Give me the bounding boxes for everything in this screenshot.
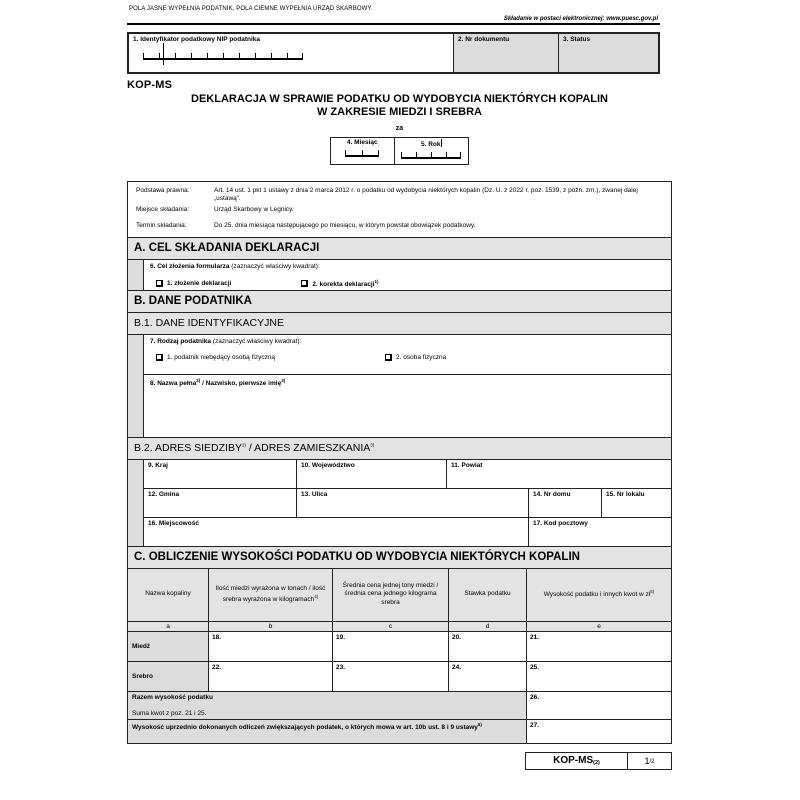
- taxpayer-type-field: [144, 335, 671, 375]
- col-header-cena: Średnia cena jednej tony miedzi / średnia cena jednego kilograma srebra: [332, 569, 448, 621]
- period-preposition: za: [395, 124, 404, 132]
- checkbox-niebedacy-osoba-fizyczna[interactable]: [156, 354, 163, 361]
- col-header-nazwa: Nazwa kopaliny: [145, 590, 191, 598]
- text-caret: [441, 139, 442, 147]
- nr-domu-field[interactable]: 14. Nr domu: [528, 489, 601, 517]
- letter-d: d: [448, 622, 526, 631]
- tax-calculation-table: [127, 568, 672, 744]
- legal-basis-label: Podstawa prawna:: [136, 186, 190, 194]
- status-label: 3. Status: [563, 36, 591, 43]
- razem-sub-label: Suma kwot z poz. 21 i 25.: [132, 709, 207, 717]
- footer-form-code: KOP-MS (2): [553, 755, 600, 767]
- row-label-miedz: Miedź: [128, 632, 208, 661]
- nip-field[interactable]: [129, 34, 453, 72]
- taxpayer-type-question: 7. Rodzaj podatnika (zaznaczyć właściwy kwadrat):: [150, 337, 302, 345]
- field-26[interactable]: 26.: [526, 692, 671, 719]
- legal-info-box: [127, 181, 672, 238]
- office-sliver: [128, 335, 144, 437]
- comb-tick: [255, 53, 271, 60]
- purpose-options: [156, 279, 671, 288]
- year-label: 5. Rok: [421, 140, 441, 148]
- document-number-label: 2. Nr dokumentu: [458, 36, 510, 43]
- identification-fields: [144, 335, 671, 437]
- month-comb-input[interactable]: [345, 150, 379, 157]
- purpose-field: [144, 260, 671, 290]
- full-name-field[interactable]: 8. Nazwa pełna$^{2)}$ / Nazwisko, pierwsze imię$^{3)}$: [150, 377, 286, 387]
- field-27[interactable]: 27.: [526, 720, 671, 743]
- filing-deadline-row: [136, 222, 663, 230]
- field-22[interactable]: 22.: [208, 662, 332, 691]
- filing-deadline-label: Termin składania:: [136, 222, 187, 230]
- powiat-field[interactable]: 11. Powiat: [446, 460, 671, 488]
- comb-tick: [431, 152, 446, 159]
- top-notes: [127, 5, 660, 22]
- top-rule: [127, 23, 660, 25]
- filing-place-label: Miejsce składania:: [136, 205, 190, 213]
- section-b1-body: [127, 334, 672, 438]
- razem-label: Razem wysokość podatku: [132, 693, 213, 701]
- electronic-filing-note: Składanie w postaci elektronicznej: www.puesc.gov.pl: [503, 16, 658, 22]
- month-label: 4. Miesiąc: [346, 138, 378, 146]
- comb-tick: [362, 150, 379, 157]
- status-field: [558, 34, 658, 72]
- office-sliver: [128, 260, 144, 290]
- miejscowosc-field[interactable]: 16. Miejscowość: [148, 519, 199, 527]
- section-b-header: B. DANE PODATNIKA: [127, 290, 672, 313]
- form-page: [127, 5, 672, 770]
- comb-tick: [159, 53, 175, 60]
- id-box: [127, 32, 660, 74]
- footer-page-number: 1 /2: [627, 753, 671, 769]
- field-18[interactable]: 18.: [208, 632, 332, 661]
- field-24[interactable]: 24.: [448, 662, 526, 691]
- month-field[interactable]: [331, 138, 394, 164]
- letter-e: e: [526, 622, 671, 631]
- comb-tick: [287, 53, 303, 60]
- col-header-ilosc: Ilość miedzi wyrażona w tonach / ilość srebra wyrażona w kilogramach$^{4)}$: [208, 569, 332, 621]
- text-caret: [163, 43, 164, 65]
- wojewodztwo-field[interactable]: 10. Województwo: [296, 460, 446, 488]
- kod-pocztowy-field[interactable]: 17. Kod pocztowy: [528, 518, 671, 546]
- letter-a: a: [166, 622, 170, 630]
- filing-place-row: [136, 206, 663, 214]
- section-c-header: C. OBLICZENIE WYSOKOŚCI PODATKU OD WYDOBYCIA NIEKTÓRYCH KOPALIN: [127, 546, 672, 569]
- col-header-wysokosc: Wysokość podatku i innych kwot w $zł^{5)}$: [526, 569, 671, 621]
- table-letters-row: [128, 621, 671, 631]
- form-code: KOP-MS: [127, 79, 173, 91]
- col-header-stawka: Stawka podatku: [448, 569, 526, 621]
- field-23[interactable]: 23.: [332, 662, 448, 691]
- page-footer-box: [525, 752, 672, 770]
- form-title-line1: DEKLARACJA W SPRAWIE PODATKU OD WYDOBYCIA NIEKTÓRYCH KOPALIN: [191, 93, 608, 105]
- comb-tick: [401, 152, 416, 159]
- gmina-field[interactable]: 12. Gmina: [148, 490, 180, 498]
- field-20[interactable]: 20.: [448, 632, 526, 661]
- form-title: [127, 93, 672, 119]
- odliczenia-label: Wysokość uprzednio dokonanych odliczeń zwiększających podatek, o których mowa w art. 10b ust. 8 i 9 ustawy$^{6)}$: [132, 721, 482, 731]
- comb-tick: [207, 53, 223, 60]
- form-title-line2: W ZAKRESIE MIEDZI I SREBRA: [316, 105, 482, 118]
- address-row-1: [144, 460, 671, 488]
- period-box: [330, 137, 469, 165]
- letter-c: c: [332, 622, 448, 631]
- letter-b: b: [208, 622, 332, 631]
- legal-basis-row: [136, 187, 663, 204]
- field-19[interactable]: 19.: [332, 632, 448, 661]
- address-grid: [144, 460, 671, 546]
- option-label-niebedacy: 1. podatnik niebędący osobą fizyczną: [167, 354, 276, 362]
- section-b2-header: B.2. ADRES SIEDZIBY$^{2)}$ / ADRES ZAMIESZKANIA$^{3)}$: [127, 437, 672, 460]
- filing-deadline-text: Do 25. dnia miesiąca następującego po miesiącu, w którym powstał obowiązek podatkowy.: [214, 222, 476, 230]
- table-row-razem: [128, 691, 671, 719]
- comb-tick: [191, 53, 207, 60]
- comb-tick: [446, 152, 461, 159]
- purpose-question: 6. Cel złożenia formularza (zaznaczyć właściwy kwadrat):: [150, 262, 320, 270]
- comb-tick: [175, 53, 191, 60]
- razem-label-cell: [128, 692, 526, 719]
- nip-comb-input[interactable]: [143, 53, 305, 60]
- checkbox-osoba-fizyczna[interactable]: [385, 354, 392, 361]
- comb-tick: [345, 150, 362, 157]
- taxpayer-type-options: [156, 354, 671, 361]
- address-row-2: [144, 488, 671, 517]
- section-a-body: [127, 259, 672, 291]
- year-comb-input[interactable]: [401, 152, 461, 159]
- document-number-field: [453, 34, 558, 72]
- checkbox-zlozenie-deklaracji[interactable]: [156, 280, 163, 287]
- table-row-miedz: [128, 631, 671, 661]
- nip-label: 1. Identyfikator podatkowy NIP podatnika: [133, 36, 261, 43]
- row-label-srebro: Srebro: [128, 662, 208, 691]
- comb-tick: [271, 53, 287, 60]
- fill-instruction-note: POLA JASNE WYPEŁNIA PODATNIK, POLA CIEMNE WYPEŁNIA URZĄD SKARBOWY.: [129, 6, 373, 12]
- year-field[interactable]: [394, 138, 468, 164]
- address-row-3: [144, 517, 671, 546]
- section-b1-header: B.1. DANE IDENTYFIKACYJNE: [127, 312, 672, 335]
- legal-basis-text: Art. 14 ust. 1 pkt 1 ustawy z dnia 2 marca 2012 r. o podatku od wydobycia niektórych kopalin (Dz. U. z 2022 r. poz. 1539, z późn. zm.), zwanej dalej „ustawą”.: [214, 186, 638, 203]
- filing-place-text: Urząd Skarbowy w Legnicy.: [214, 205, 294, 213]
- option-label-osoba-fizyczna: 2. osoba fizyczna: [396, 354, 447, 362]
- odliczenia-label-cell: [128, 720, 526, 743]
- field-25[interactable]: 25.: [526, 662, 671, 691]
- option-label-zlozenie: 1. złożenie deklaracji: [167, 280, 232, 288]
- section-a-header: A. CEL SKŁADANIA DEKLARACJI: [127, 237, 672, 260]
- table-row-srebro: [128, 661, 671, 691]
- comb-tick: [239, 53, 255, 60]
- kraj-field[interactable]: 9. Kraj: [148, 461, 168, 469]
- ulica-field[interactable]: 13. Ulica: [296, 489, 528, 517]
- table-row-odliczenia: [128, 719, 671, 743]
- section-b2-body: [127, 459, 672, 547]
- comb-tick: [143, 53, 159, 60]
- office-sliver: [128, 460, 144, 546]
- option-label-korekta: 2. korekta deklaracji$^{1)}$: [312, 279, 379, 289]
- checkbox-korekta-deklaracji[interactable]: [301, 280, 308, 287]
- comb-tick: [416, 152, 431, 159]
- table-header-row: [128, 569, 671, 621]
- comb-tick: [223, 53, 239, 60]
- nr-lokalu-field[interactable]: 15. Nr lokalu: [601, 489, 671, 517]
- field-21[interactable]: 21.: [526, 632, 671, 661]
